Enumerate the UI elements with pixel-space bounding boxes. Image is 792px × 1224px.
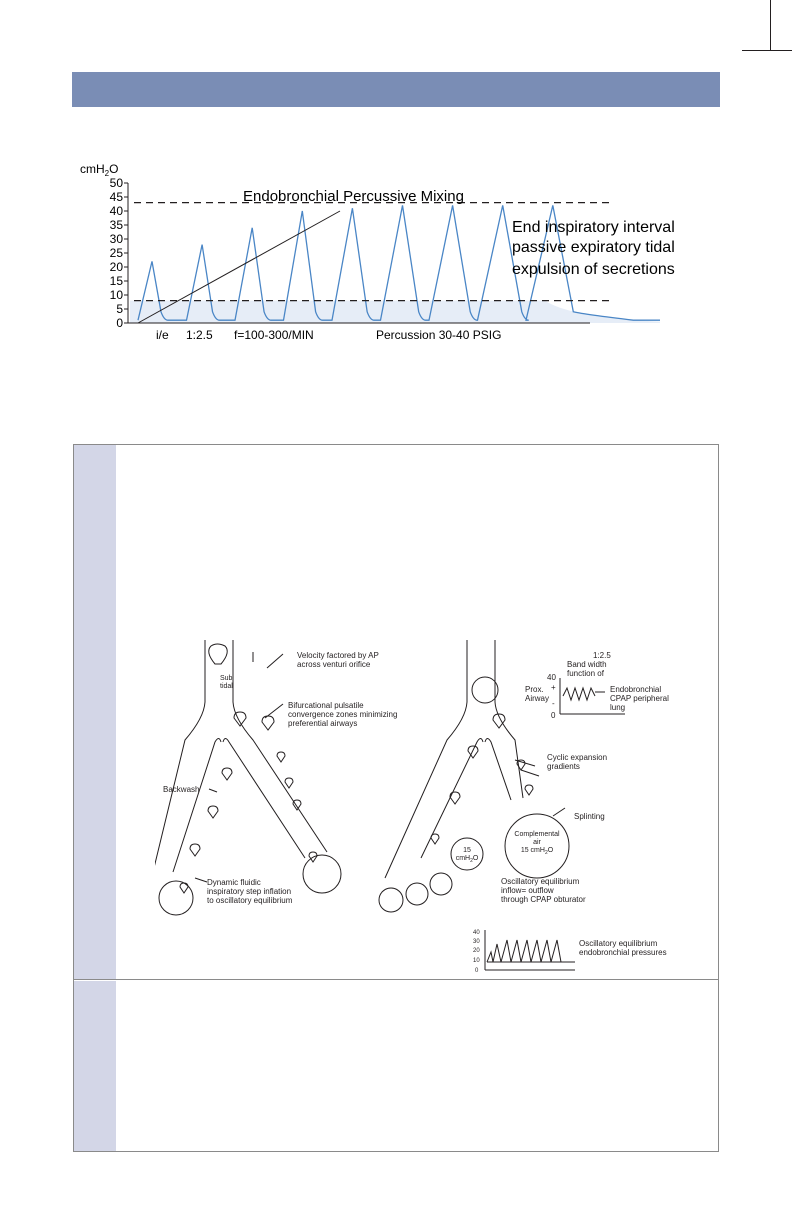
y-tick-label: 0	[116, 316, 123, 330]
bifurcation-label-1: Bifurcational pulsatile	[288, 701, 364, 710]
prox-label-1: Prox.	[525, 685, 544, 694]
bottom-tick-20: 20	[473, 948, 480, 954]
y-tick-label: 20	[109, 260, 123, 274]
small-cmh2o-label: cmH$_2$O	[455, 855, 479, 864]
alveolus-c	[430, 873, 452, 895]
small-alveolus-15	[451, 838, 483, 870]
velocity-label-2: across venturi orifice	[297, 660, 371, 669]
sub-tidal-drop	[209, 644, 228, 664]
complemental-air-alveolus	[505, 814, 569, 878]
inset-40: 40	[547, 673, 556, 682]
bandwidth-label-2: function of	[567, 669, 604, 678]
inset-zero: 0	[551, 711, 556, 720]
section-header-bar	[72, 72, 720, 107]
bottom-tick-30: 30	[473, 939, 480, 945]
bifurcation-label-2: convergence zones minimizing	[288, 710, 398, 719]
complemental-label-3: 15 cmH$_2$O	[520, 847, 554, 856]
inset-minus: -	[552, 699, 555, 708]
bottom-tick-10: 10	[473, 958, 480, 964]
osc-label-1: Oscillatory equilibrium	[501, 877, 580, 886]
y-tick-label: 50	[109, 176, 123, 190]
endobronchial-label-2: CPAP peripheral	[610, 694, 669, 703]
airway-diagram	[155, 640, 675, 980]
cyclic-label-1: Cyclic expansion	[547, 753, 608, 762]
shaded-area	[130, 301, 660, 323]
osc-label-2: inflow= outflow	[501, 886, 554, 895]
frequency-label: f=100-300/MIN	[234, 328, 314, 342]
sub-tidal-label: Sub	[220, 675, 233, 682]
right-top-drop	[472, 677, 498, 703]
y-tick-label: 10	[109, 288, 123, 302]
cyclic-label-2: gradients	[547, 762, 580, 771]
frame-sidebar-lower	[74, 981, 116, 1151]
pressure-chart	[70, 150, 710, 350]
ie-label: i/e	[156, 328, 169, 342]
y-tick-label: 15	[109, 274, 123, 288]
left-alveolus-2	[303, 855, 341, 893]
osc-label-3: through CPAP obturator	[501, 895, 586, 904]
velocity-label-1: Velocity factored by AP	[297, 651, 379, 660]
annotation-line-3: expulsion of secretions	[512, 261, 675, 278]
prox-label-2: Airway	[525, 694, 550, 703]
bottom-pressure-inset	[485, 930, 575, 970]
inset-plus: +	[551, 683, 556, 692]
crop-mark-top	[770, 0, 771, 50]
bottom-inset-label-2: endobronchial pressures	[579, 948, 667, 957]
chart-title: Endobronchial Percussive Mixing	[243, 188, 464, 205]
sub-tidal-label-2: tidal	[220, 683, 233, 690]
left-airway-tree	[155, 640, 341, 915]
y-tick-label: 25	[109, 246, 123, 260]
crop-mark-right	[742, 50, 792, 51]
backwash-label: Backwash	[163, 785, 200, 794]
right-airway-tree	[379, 640, 569, 912]
ratio-label: 1:2.5	[186, 328, 213, 342]
y-tick-label: 45	[109, 190, 123, 204]
frame-sidebar-upper	[74, 445, 116, 979]
y-axis-label: cmH$_2$O	[80, 162, 119, 178]
endobronchial-label-3: lung	[610, 703, 626, 712]
y-tick-label: 35	[109, 218, 123, 232]
y-tick-label: 40	[109, 204, 123, 218]
endobronchial-label-1: Endobronchial	[610, 685, 662, 694]
annotation-line-2: passive expiratory tidal	[512, 239, 675, 256]
complemental-label-1: Complemental	[514, 831, 560, 838]
percussion-label: Percussion 30-40 PSIG	[376, 328, 502, 342]
y-tick-label: 5	[116, 302, 123, 316]
annotation-line-1: End inspiratory interval	[512, 219, 675, 236]
dynamic-label-1: Dynamic fluidic	[207, 878, 261, 887]
bottom-tick-40: 40	[473, 930, 480, 936]
small-15-label: 15	[463, 847, 471, 854]
splinting-label: Splinting	[574, 812, 605, 821]
bifurcation-label-3: preferential airways	[288, 719, 358, 728]
ratio-1-2-5: 1:2.5	[593, 651, 611, 660]
dynamic-label-2: inspiratory step inflation	[207, 887, 292, 896]
alveolus-a	[379, 888, 403, 912]
bottom-tick-0: 0	[475, 968, 479, 974]
y-tick-label: 30	[109, 232, 123, 246]
bottom-inset-label-1: Oscillatory equilibrium	[579, 939, 658, 948]
dynamic-label-3: to oscillatory equilibrium	[207, 896, 293, 905]
alveolus-b	[406, 883, 428, 905]
complemental-label-2: air	[533, 839, 541, 846]
bandwidth-label-1: Band width	[567, 660, 607, 669]
